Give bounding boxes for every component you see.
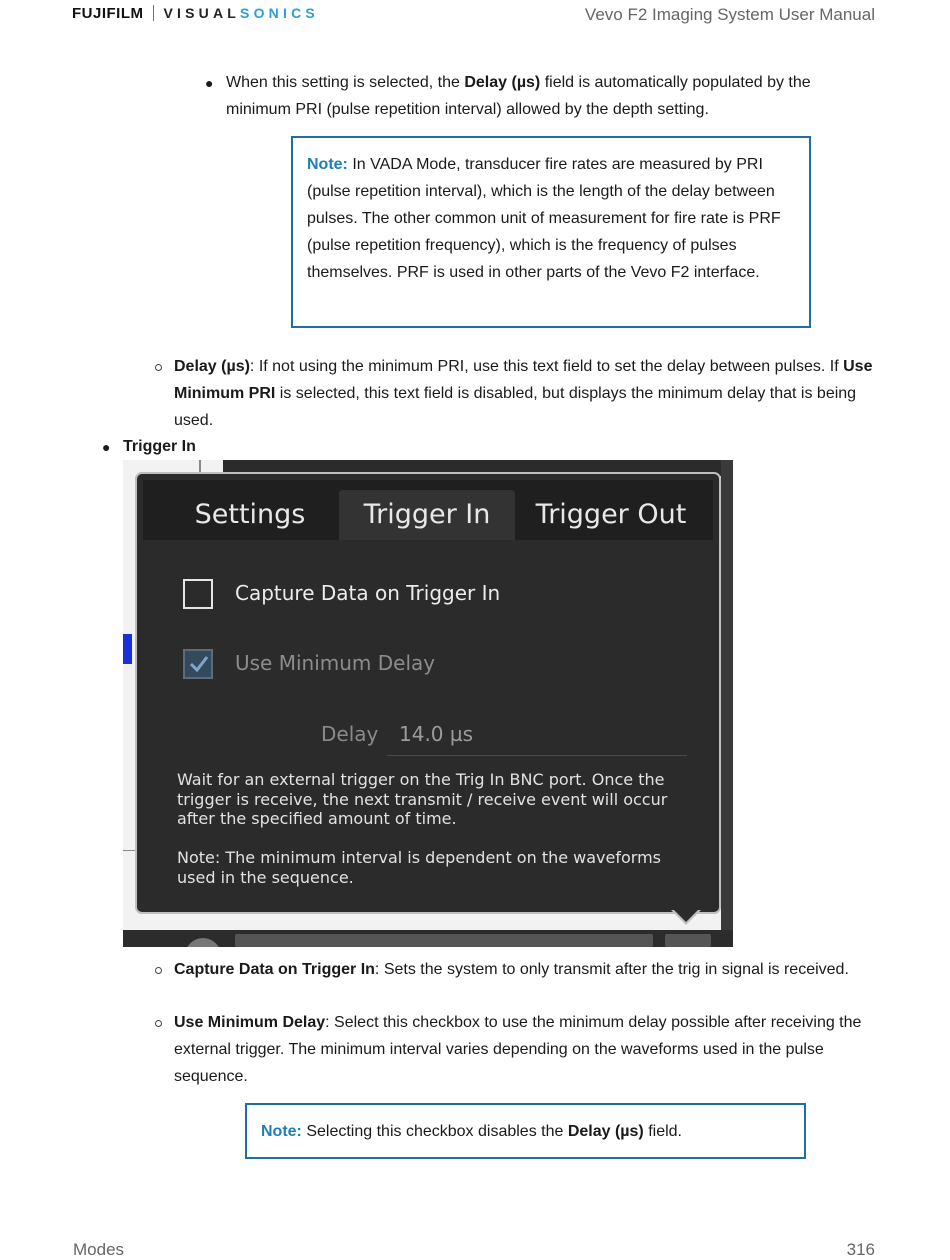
text: : Select this checkbox to use the minimum delay possible after receiving the external trigger. The minimum interval varies depending on the waveforms used in the pulse sequence. [174, 1014, 862, 1085]
note-label: Note: [261, 1123, 302, 1140]
checkmark-icon [188, 653, 210, 675]
logo-visual: VISUAL [163, 5, 241, 21]
text: field. [643, 1123, 682, 1140]
text: In VADA Mode, transducer fire rates are measured by PRI (pulse repetition interval), which is the length of the delay between pulses. The other common unit of measurement for fire rate is PRF (pulse repetition frequency), which is the frequency of pulses themselves. PRF is used in other parts of the Vevo F2 interface. [307, 156, 781, 281]
tab-settings[interactable]: Settings [194, 499, 306, 530]
capture-data-label: Capture Data on Trigger In [235, 581, 501, 605]
note-box-delay [245, 1103, 806, 1159]
min-delay-item-desc [174, 1009, 884, 1090]
page-number: 316 [846, 1240, 875, 1259]
toolbar-slider[interactable] [235, 934, 653, 947]
brand-logo [72, 4, 319, 22]
bullet-dot: ● [102, 439, 111, 455]
popup-pointer-inner [674, 910, 698, 922]
tab-trigger-in[interactable]: Trigger In [339, 490, 515, 540]
text: : Sets the system to only transmit after the trig in signal is received. [374, 961, 849, 978]
footer-section: Modes [73, 1240, 125, 1259]
bullet-circle [155, 967, 162, 974]
tab-trigger-out[interactable]: Trigger Out [535, 499, 687, 530]
text: When this setting is selected, the [226, 74, 465, 91]
text: Selecting this checkbox disables the [301, 1123, 568, 1140]
bullet-circle [155, 1020, 162, 1027]
text: is selected, this text field is disabled, but displays the minimum delay that is being used. [174, 385, 857, 429]
delay-input[interactable]: 14.0 µs [387, 722, 687, 756]
note-text [307, 151, 799, 286]
toolbar-button[interactable] [665, 934, 711, 947]
bold-term: Capture Data on Trigger In [174, 961, 375, 978]
logo-sonics: SONICS [240, 5, 319, 21]
capture-data-checkbox[interactable] [183, 579, 213, 609]
delay-label: Delay [321, 722, 379, 746]
trigger-in-screenshot [123, 460, 733, 947]
popup-note: Note: The minimum interval is dependent on the waveforms used in the sequence. [177, 848, 662, 887]
text: field is automatically populated by the minimum PRI (pulse repetition interval) allowed by the depth setting. [226, 74, 811, 118]
trigger-popup [135, 472, 721, 914]
bullet-use-min-pri-desc [226, 69, 876, 123]
trigger-in-heading: Trigger In [123, 438, 196, 455]
logo-separator [153, 5, 154, 21]
waveform-fragment [123, 634, 132, 664]
note-label: Note: [307, 156, 348, 173]
note-text [261, 1118, 791, 1145]
note-box-pri [291, 136, 811, 328]
background-tick [199, 460, 201, 472]
bullet-circle [155, 364, 162, 371]
header-title: Vevo F2 Imaging System User Manual [584, 5, 875, 24]
use-min-delay-label: Use Minimum Delay [235, 651, 436, 675]
popup-description: Wait for an external trigger on the Trig In BNC port. Once the trigger is receive, the next transmit / receive event will occur after the specified amount of time. [177, 770, 668, 828]
bold-term: Use Minimum PRI [174, 358, 873, 402]
bullet-dot: ● [205, 75, 214, 91]
delay-item-desc [174, 353, 879, 434]
bold-term: Delay (µs) [174, 358, 250, 375]
text: : If not using the minimum PRI, use this text field to set the delay between pulses. If [249, 358, 844, 375]
logo-fujifilm: FUJIFILM [72, 4, 144, 22]
bold-term: Delay (µs) [567, 1123, 644, 1140]
use-min-delay-checkbox[interactable] [183, 649, 213, 679]
bold-term: Delay (µs) [464, 74, 541, 91]
popup-tab-bar [143, 480, 713, 540]
bold-term: Use Minimum Delay [174, 1014, 326, 1031]
background-edge [721, 460, 733, 947]
capture-item-desc [174, 956, 864, 983]
